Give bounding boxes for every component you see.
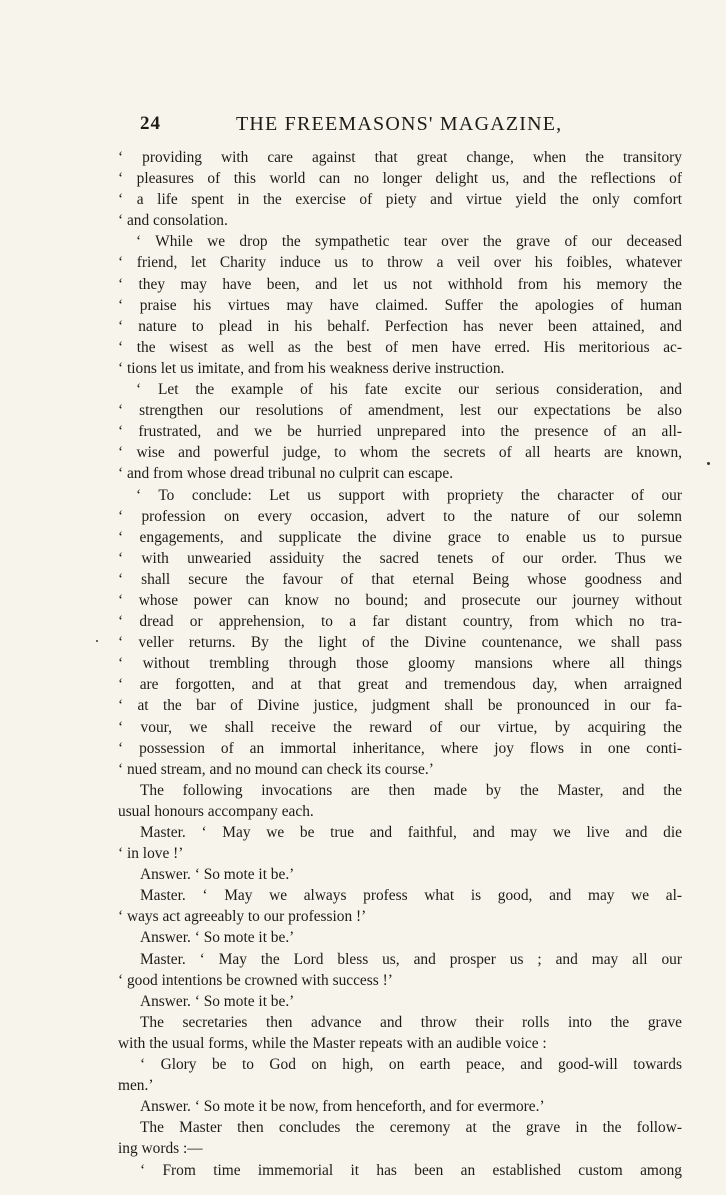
- text-line: ‘ are forgotten, and at that great and tremendous day, when arraigned: [118, 676, 682, 694]
- text-line: ‘ Glory be to God on high, on earth peace, and good-will towards: [140, 1056, 682, 1074]
- ink-speck: [96, 640, 98, 642]
- body-text: [116, 147, 682, 1181]
- text-line: ‘ without trembling through those gloomy mansions where all things: [118, 655, 682, 673]
- text-line: ‘ engagements, and supplicate the divine grace to enable us to pursue: [118, 528, 682, 546]
- text-line: ‘ shall secure the favour of that eternal Being whose goodness and: [118, 570, 682, 588]
- text-line: The following invocations are then made by the Master, and the: [140, 781, 682, 799]
- running-head: THE FREEMASONS' MAGAZINE,: [236, 113, 563, 135]
- text-line: ‘ and from whose dread tribunal no culprit can escape.: [118, 465, 454, 483]
- text-line: Master. ‘ May we be true and faithful, and may we live and die: [140, 824, 682, 841]
- text-line: ‘ ways act agreeably to our profession !’: [118, 908, 367, 926]
- text-line: The secretaries then advance and throw their rolls into the grave: [140, 1013, 682, 1031]
- text-line: ‘ the wisest as well as the best of men have erred. His meritorious ac-: [118, 338, 682, 356]
- text-line: ‘ Let the example of his fate excite our serious consideration, and: [136, 381, 682, 399]
- text-line: The Master then concludes the ceremony at the grave in the follow-: [140, 1119, 682, 1137]
- text-line: ‘ and consolation.: [118, 212, 228, 230]
- text-line: men.’: [118, 1077, 154, 1095]
- text-line: ‘ To conclude: Let us support with propriety the character of our: [136, 486, 682, 504]
- text-line: Answer. ‘ So mote it be.’: [140, 866, 295, 884]
- text-line: ‘ While we drop the sympathetic tear over the grave of our deceased: [136, 233, 682, 251]
- text-line: ‘ profession on every occasion, advert to the nature of our solemn: [118, 507, 682, 525]
- text-line: ‘ vour, we shall receive the reward of our virtue, by acquiring the: [118, 718, 682, 736]
- text-line: usual honours accompany each.: [118, 802, 314, 820]
- text-line: ‘ good intentions be crowned with success !’: [118, 971, 393, 989]
- text-line: ‘ with unwearied assiduity the sacred tenets of our order. Thus we: [118, 549, 682, 567]
- text-line: Answer. ‘ So mote it be.’: [140, 929, 295, 947]
- text-line: ‘ possession of an immortal inheritance, where joy flows in one conti-: [118, 739, 682, 757]
- text-line: ‘ frustrated, and we be hurried unprepared into the presence of an all-: [118, 423, 682, 441]
- text-line: Master. ‘ May we always profess what is good, and may we al-: [140, 887, 682, 905]
- text-line: ‘ strengthen our resolutions of amendment, lest our expectations be also: [118, 402, 682, 420]
- text-line: ‘ wise and powerful judge, to whom the secrets of all hearts are known,: [118, 444, 682, 462]
- text-line: Master. ‘ May the Lord bless us, and prosper us ; and may all our: [140, 950, 682, 968]
- text-line: ‘ a life spent in the exercise of piety and virtue yield the only comfort: [118, 191, 682, 209]
- text-line: ‘ in love !’: [118, 845, 184, 863]
- text-line: ing words :—: [118, 1140, 203, 1158]
- text-line: ‘ veller returns. By the light of the Divine countenance, we shall pass: [118, 634, 682, 652]
- ink-speck: [707, 462, 710, 465]
- text-line: Answer. ‘ So mote it be now, from henceforth, and for evermore.’: [140, 1098, 545, 1116]
- text-line: ‘ praise his virtues may have claimed. Suffer the apologies of human: [118, 296, 682, 314]
- text-line: ‘ at the bar of Divine justice, judgment shall be pronounced in our fa-: [118, 697, 682, 715]
- text-line: ‘ whose power can know no bound; and prosecute our journey without: [118, 591, 682, 609]
- text-line: with the usual forms, while the Master repeats with an audible voice :: [118, 1034, 547, 1052]
- text-line: ‘ nued stream, and no mound can check its course.’: [118, 760, 434, 778]
- text-line: ‘ From time immemorial it has been an established custom among: [140, 1161, 682, 1179]
- text-line: ‘ friend, let Charity induce us to throw a veil over his foibles, whatever: [118, 254, 682, 272]
- text-line: ‘ pleasures of this world can no longer delight us, and the reflections of: [118, 170, 682, 188]
- text-line: ‘ dread or apprehension, to a far distant country, from which no tra-: [118, 613, 682, 631]
- text-line: Answer. ‘ So mote it be.’: [140, 992, 295, 1010]
- page-header: [140, 113, 680, 143]
- text-line: ‘ nature to plead in his behalf. Perfection has never been attained, and: [118, 317, 682, 335]
- page-number: 24: [140, 113, 161, 134]
- text-line: ‘ they may have been, and let us not withhold from his memory the: [118, 275, 682, 293]
- text-line: ‘ tions let us imitate, and from his weakness derive instruction.: [118, 359, 505, 377]
- text-line: ‘ providing with care against that great change, when the transitory: [118, 149, 682, 166]
